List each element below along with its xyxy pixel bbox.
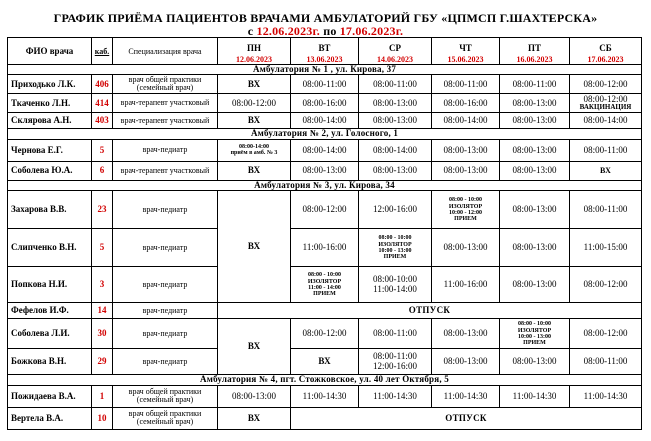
schedule-cell: 11:00-16:00 (432, 267, 500, 303)
col-day-header: ЧТ 15.06.2023 (432, 38, 500, 65)
schedule-cell: 11:00-15:00 (570, 229, 642, 267)
section-row: Амбулатория № 3, ул. Кирова, 34 (8, 180, 642, 190)
cabinet: 23 (92, 191, 113, 229)
schedule-cell: 08:00-13:00 (359, 161, 432, 180)
schedule-cell: 08:00-10:00 11:00-14:00 (359, 267, 432, 303)
col-name-header: ФИО врача (8, 38, 92, 65)
schedule-cell: 08:00-11:00 (570, 191, 642, 229)
schedule-cell: 08:00-13:00 (500, 113, 570, 129)
table-row (8, 319, 642, 349)
table-row (8, 303, 642, 319)
schedule-cell: ВХ (291, 349, 359, 375)
section-row: Амбулатория № 4, пгт. Стожковское, ул. 40 лет Октября, 5 (8, 375, 642, 385)
schedule-cell: 08:00-14:00 приём в амб. № 3 (218, 139, 291, 161)
table-row (8, 349, 642, 375)
specialization: врач-терапевт участковый (113, 94, 218, 113)
section-row: Амбулатория № 2, ул. Голосного, 1 (8, 129, 642, 139)
table-row (8, 191, 642, 229)
specialization: врач-педиатр (113, 349, 218, 375)
schedule-cell: 08:00-16:00 (432, 94, 500, 113)
schedule-table (7, 37, 642, 430)
schedule-cell: 12:00-16:00 (359, 191, 432, 229)
schedule-cell: 08:00-13:00 (500, 267, 570, 303)
schedule-cell: 08:00-14:00 (359, 139, 432, 161)
col-day-header: СБ 17.06.2023 (570, 38, 642, 65)
schedule-cell: 08:00-12:00 (291, 191, 359, 229)
table-row (8, 75, 642, 94)
specialization: врач-педиатр (113, 303, 218, 319)
specialization: врач общей практики (семейный врач) (113, 407, 218, 429)
schedule-cell: 08:00-14:00 (432, 113, 500, 129)
doctor-name: Приходько Л.К. (8, 75, 92, 94)
cabinet: 3 (92, 267, 113, 303)
specialization: врач-педиатр (113, 229, 218, 267)
table-row (8, 407, 642, 429)
doctor-name: Фефелов И.Ф. (8, 303, 92, 319)
doctor-name: Попкова Н.И. (8, 267, 92, 303)
doctor-name: Вертела В.А. (8, 407, 92, 429)
schedule-cell: 08:00-11:00 (570, 139, 642, 161)
schedule-cell: 08:00-13:00 (432, 349, 500, 375)
table-row (8, 385, 642, 407)
schedule-cell: 08:00-11:00 (291, 75, 359, 94)
schedule-cell: 08:00-13:00 (500, 191, 570, 229)
table-row (8, 113, 642, 129)
schedule-cell: ВХ (218, 191, 291, 303)
cabinet: 403 (92, 113, 113, 129)
table-row (8, 161, 642, 180)
cabinet: 30 (92, 319, 113, 349)
schedule-cell: 08:00-13:00 (500, 94, 570, 113)
schedule-cell: 08:00-13:00 (500, 139, 570, 161)
schedule-cell: 08:00-16:00 (291, 94, 359, 113)
schedule-cell: 11:00-16:00 (291, 229, 359, 267)
table-row (8, 229, 642, 267)
doctor-name: Пожидаева В.А. (8, 385, 92, 407)
header-row (8, 38, 642, 65)
doctor-name: Божкова В.Н. (8, 349, 92, 375)
col-day-header: ПН 12.06.2023 (218, 38, 291, 65)
doctor-name: Слипченко В.Н. (8, 229, 92, 267)
schedule-cell: 08:00-13:00 (359, 94, 432, 113)
schedule-cell: ВХ (218, 407, 291, 429)
specialization: врач-педиатр (113, 139, 218, 161)
schedule-cell: 08:00-13:00 (500, 229, 570, 267)
schedule-cell: ВХ (218, 113, 291, 129)
schedule-cell: 08:00-13:00 (432, 161, 500, 180)
specialization: врач общей практики (семейный врач) (113, 75, 218, 94)
schedule-cell: 08:00 - 10:00 ИЗОЛЯТОР 10:00 - 13:00 ПРИЕМ (500, 319, 570, 349)
col-day-header: ВТ 13.06.2023 (291, 38, 359, 65)
cabinet: 406 (92, 75, 113, 94)
schedule-cell: ВХ (218, 319, 291, 375)
page-title: ГРАФИК ПРИЁМА ПАЦИЕНТОВ ВРАЧАМИ АМБУЛАТОРИЙ ГБУ «ЦПМСП Г.ШАХТЕРСКА» (53, 11, 598, 25)
cabinet: 1 (92, 385, 113, 407)
schedule-cell: 08:00-12:00 (218, 94, 291, 113)
col-cab-header: каб. (92, 38, 113, 65)
schedule-cell: 08:00-11:00 12:00-16:00 (359, 349, 432, 375)
schedule-cell: 08:00-13:00 (291, 161, 359, 180)
schedule-cell: ВХ (570, 161, 642, 180)
schedule-cell: 08:00-13:00 (218, 385, 291, 407)
schedule-cell: 11:00-14:30 (291, 385, 359, 407)
section-row: Амбулатория № 1 , ул. Кирова, 37 (8, 65, 642, 75)
schedule-cell: 08:00-12:00 ВАКЦИНАЦИЯ (570, 94, 642, 113)
schedule-cell: 08:00-13:00 (500, 349, 570, 375)
col-day-header: СР 14.06.2023 (359, 38, 432, 65)
schedule-cell: 11:00-14:30 (359, 385, 432, 407)
to-date: 17.06.2023г. (339, 24, 404, 38)
specialization: врач-педиатр (113, 319, 218, 349)
schedule-cell: 08:00-13:00 (500, 161, 570, 180)
schedule-cell: 08:00 - 10:00 ИЗОЛЯТОР 11:00 - 14:00 ПРИЕМ (291, 267, 359, 303)
schedule-cell: 08:00-11:00 (500, 75, 570, 94)
leave-cell: ОТПУСК (218, 303, 642, 319)
col-spec-header: Специализация врача (113, 38, 218, 65)
table-row (8, 139, 642, 161)
schedule-cell: 08:00 - 10:00 ИЗОЛЯТОР 10:00 - 12:00 ПРИЕМ (432, 191, 500, 229)
cabinet: 10 (92, 407, 113, 429)
leave-cell: ОТПУСК (291, 407, 642, 429)
schedule-cell: 11:00-14:30 (570, 385, 642, 407)
schedule-cell: ВХ (218, 75, 291, 94)
cabinet: 5 (92, 139, 113, 161)
specialization: врач-педиатр (113, 267, 218, 303)
schedule-cell: 08:00-12:00 (570, 319, 642, 349)
cabinet: 5 (92, 229, 113, 267)
specialization: врач-терапевт участковый (113, 113, 218, 129)
schedule-cell: 08:00-14:00 (291, 139, 359, 161)
doctor-name: Ткаченко Л.Н. (8, 94, 92, 113)
schedule-cell: 08:00-13:00 (432, 139, 500, 161)
schedule-cell: 08:00-13:00 (359, 113, 432, 129)
schedule-cell: 11:00-14:30 (500, 385, 570, 407)
schedule-cell: 11:00-14:30 (432, 385, 500, 407)
doctor-name: Соболева Ю.А. (8, 161, 92, 180)
schedule-cell: 08:00-14:00 (291, 113, 359, 129)
doctor-name: Склярова А.Н. (8, 113, 92, 129)
doctor-name: Захарова В.В. (8, 191, 92, 229)
schedule-cell: 08:00-13:00 (432, 229, 500, 267)
from-label: с (247, 24, 254, 38)
table-row (8, 267, 642, 303)
schedule-cell: 08:00-12:00 (570, 75, 642, 94)
schedule-cell: ВХ (218, 161, 291, 180)
schedule-cell: 08:00 - 10:00 ИЗОЛЯТОР 10:00 - 13:00 ПРИЕМ (359, 229, 432, 267)
schedule-cell: 08:00-12:00 (291, 319, 359, 349)
specialization: врач-педиатр (113, 191, 218, 229)
specialization: врач общей практики (семейный врач) (113, 385, 218, 407)
cabinet: 29 (92, 349, 113, 375)
schedule-cell: 08:00-13:00 (432, 319, 500, 349)
schedule-cell: 08:00-11:00 (432, 75, 500, 94)
cabinet: 6 (92, 161, 113, 180)
cabinet: 414 (92, 94, 113, 113)
col-day-header: ПТ 16.06.2023 (500, 38, 570, 65)
schedule-cell: 08:00-11:00 (359, 319, 432, 349)
specialization: врач-терапевт участковый (113, 161, 218, 180)
cabinet: 14 (92, 303, 113, 319)
doctor-name: Чернова Е.Г. (8, 139, 92, 161)
schedule-cell: 08:00-11:00 (359, 75, 432, 94)
schedule-cell: 08:00-12:00 (570, 267, 642, 303)
doctor-name: Соболева Л.И. (8, 319, 92, 349)
to-label: по (323, 24, 337, 38)
schedule-cell: 08:00-14:00 (570, 113, 642, 129)
schedule-cell: 08:00-11:00 (570, 349, 642, 375)
from-date: 12.06.2023г. (256, 24, 320, 38)
table-row (8, 94, 642, 113)
